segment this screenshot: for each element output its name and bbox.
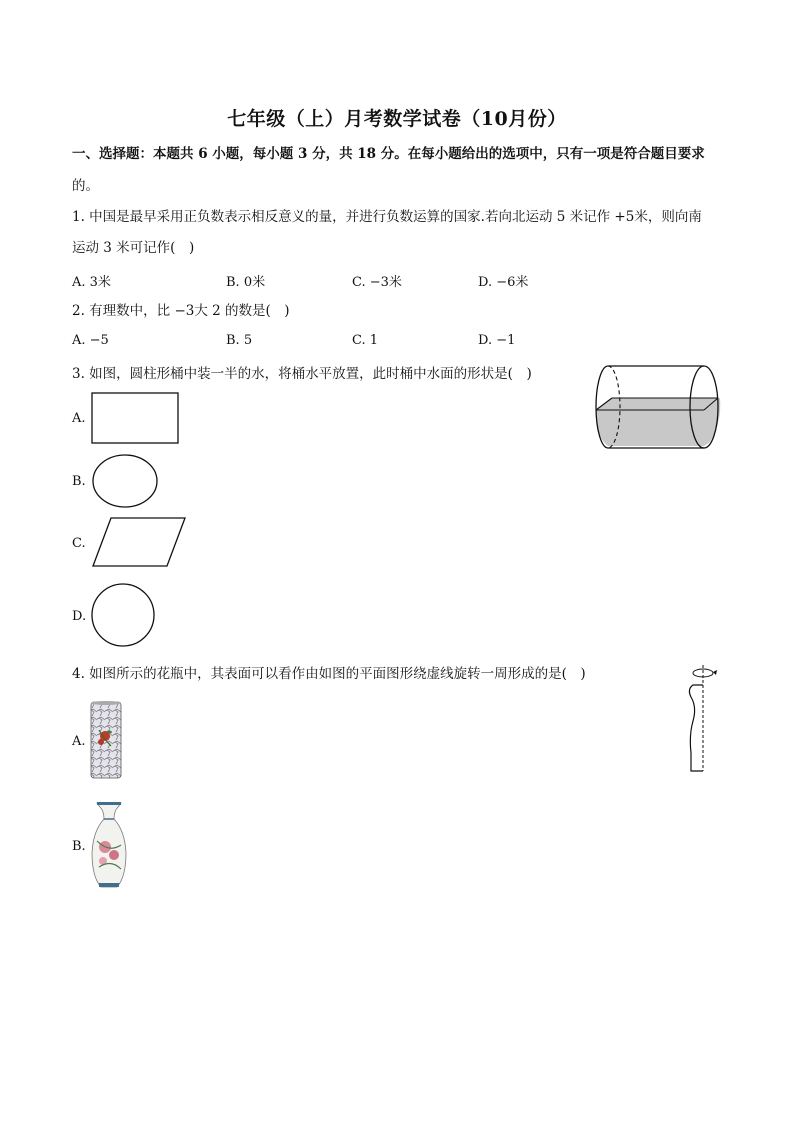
- q2-option-d[interactable]: D. −1: [478, 333, 516, 348]
- q1-text-line1: 1. 中国是最早采用正负数表示相反意义的量，并进行负数运算的国家.若向北运动 5 米记作 +5米，则向南: [72, 209, 702, 225]
- q4-text: 4. 如图所示的花瓶中，其表面可以看作由如图的平面图形绕虚线旋转一周形成的是( ): [72, 666, 586, 682]
- q1-text-line2: 运动 3 米可记作( ): [72, 240, 195, 256]
- q2-text: 2. 有理数中，比 −3大 2 的数是( ): [72, 303, 290, 319]
- parallelogram-shape-option[interactable]: [91, 516, 189, 570]
- q2-option-b[interactable]: B. 5: [226, 333, 253, 348]
- q3-option-d-label[interactable]: D.: [72, 609, 87, 624]
- cylinder-vase-image[interactable]: [89, 700, 123, 780]
- q1-option-c[interactable]: C. −3米: [352, 275, 402, 290]
- q1-option-a[interactable]: A. 3米: [72, 275, 111, 290]
- q3-text: 3. 如图，圆柱形桶中装一半的水，将桶水平放置，此时桶中水面的形状是( ): [72, 366, 532, 382]
- q3-option-c-label[interactable]: C.: [72, 536, 86, 551]
- rectangle-shape-option[interactable]: [91, 392, 181, 446]
- q2-option-a[interactable]: A. −5: [72, 333, 109, 348]
- q3-option-a-label[interactable]: A.: [72, 411, 86, 426]
- q1-option-d[interactable]: D. −6米: [478, 275, 529, 290]
- page-title: 七年级（上）月考数学试卷（10月份）: [227, 108, 567, 130]
- baluster-vase-image[interactable]: [89, 801, 129, 891]
- vase-profile-rotation-figure: [683, 663, 723, 775]
- q4-option-a-label[interactable]: A.: [72, 734, 86, 749]
- section-instructions-line1: 一、选择题：本题共 6 小题，每小题 3 分，共 18 分。在每小题给出的选项中，只有一项是符合题目要求: [72, 146, 705, 162]
- q3-option-b-label[interactable]: B.: [72, 474, 86, 489]
- section-instructions-line2: 的。: [72, 178, 99, 194]
- q2-option-c[interactable]: C. 1: [352, 333, 379, 348]
- ellipse-shape-option[interactable]: [91, 454, 161, 510]
- q1-option-b[interactable]: B. 0米: [226, 275, 266, 290]
- circle-shape-option[interactable]: [91, 583, 157, 649]
- cylinder-half-water-figure: [592, 362, 724, 454]
- q4-option-b-label[interactable]: B.: [72, 839, 86, 854]
